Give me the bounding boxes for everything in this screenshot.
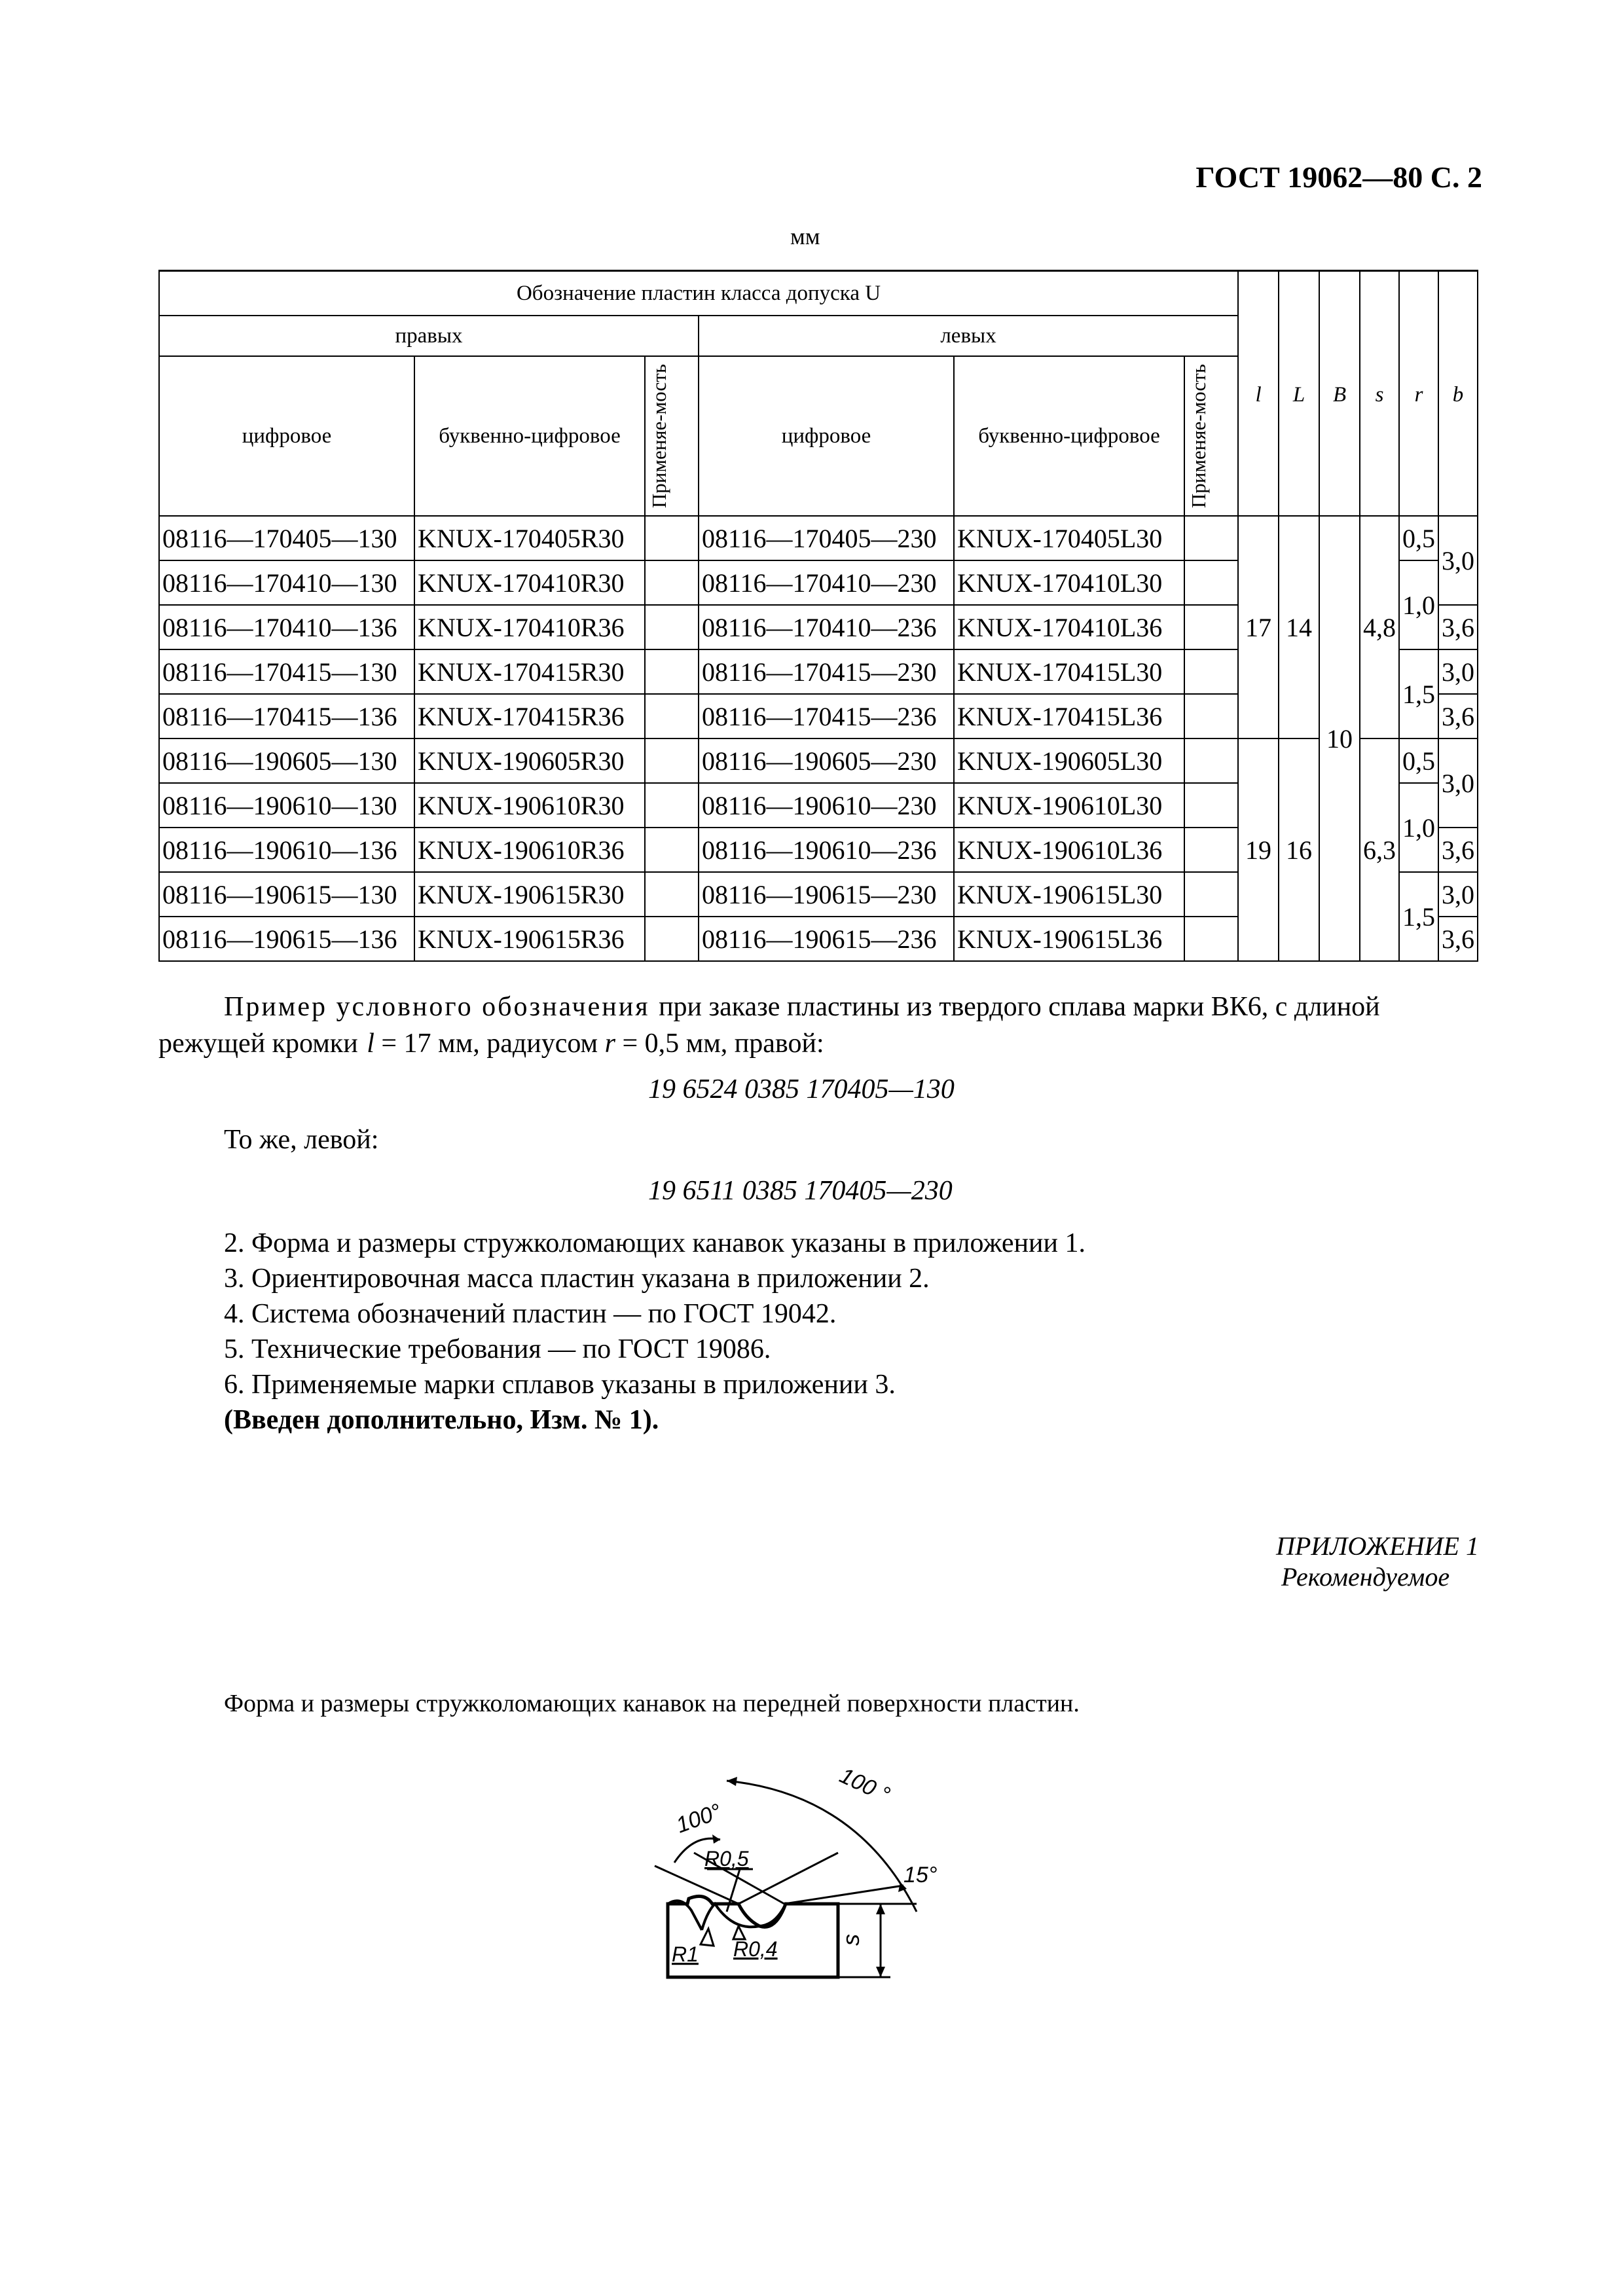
cell-left-alnum: KNUX-190615L36	[954, 917, 1184, 961]
label-angle-left: 100°	[672, 1798, 725, 1838]
table-row	[159, 516, 1478, 560]
col-l: l	[1238, 271, 1279, 517]
cell-left-applic	[1184, 872, 1238, 917]
cell-B: 10	[1319, 516, 1360, 961]
angle-line	[784, 1886, 903, 1904]
label-angle-right: 100 °	[835, 1762, 894, 1808]
r-symbol: r	[604, 1029, 615, 1059]
cell-right-digital: 08116—190605—130	[159, 738, 414, 783]
cell-right-applic	[645, 738, 699, 783]
list-item: 6. Применяемые марки сплавов указаны в приложении 3.	[224, 1370, 896, 1400]
cell-right-digital: 08116—170415—130	[159, 649, 414, 694]
cell-b: 3,0	[1438, 738, 1478, 828]
cell-left-digital: 08116—190610—236	[699, 828, 954, 872]
cell-left-digital: 08116—170410—236	[699, 605, 954, 649]
appendix-title: ПРИЛОЖЕНИЕ 1	[1276, 1531, 1479, 1561]
page-header: ГОСТ 19062—80 С. 2	[1195, 160, 1482, 194]
col-B: B	[1319, 271, 1360, 517]
label-angle-small: 15°	[903, 1863, 938, 1887]
appendix-heading	[1276, 1531, 1479, 1592]
cell-r: 1,5	[1399, 872, 1438, 961]
cell-right-alnum: KNUX-190610R36	[414, 828, 645, 872]
designation-left: 19 6511 0385 170405—230	[648, 1176, 953, 1206]
cell-left-applic	[1184, 516, 1238, 560]
cell-left-applic	[1184, 828, 1238, 872]
list-item: 4. Система обозначений пластин — по ГОСТ 19042.	[224, 1299, 837, 1329]
l-symbol: l	[367, 1029, 374, 1059]
label-r05: R0,5	[704, 1847, 749, 1870]
cell-b: 3,0	[1438, 516, 1478, 605]
cell-right-digital: 08116—190610—130	[159, 783, 414, 828]
cell-b: 3,0	[1438, 649, 1478, 694]
cell-left-digital: 08116—190605—230	[699, 738, 954, 783]
col-r: r	[1399, 271, 1438, 517]
cell-right-digital: 08116—190610—136	[159, 828, 414, 872]
arrow-icon	[712, 1834, 720, 1844]
cell-left-applic	[1184, 738, 1238, 783]
cell-right-alnum: KNUX-190615R30	[414, 872, 645, 917]
cell-left-alnum: KNUX-190605L30	[954, 738, 1184, 783]
chip-groove-drawing	[642, 1755, 943, 2003]
table-row	[159, 738, 1478, 783]
r-value: = 0,5 мм, правой:	[615, 1029, 824, 1059]
cell-r: 1,0	[1399, 783, 1438, 872]
cell-right-digital: 08116—170405—130	[159, 516, 414, 560]
arrow-icon	[876, 1904, 885, 1914]
items-list	[224, 1226, 1085, 1438]
cell-right-applic	[645, 516, 699, 560]
appendix-subtitle: Рекомендуемое	[1281, 1562, 1450, 1592]
drawing-caption: Форма и размеры стружколомающих канавок на передней поверхности пластин.	[224, 1690, 1080, 1717]
cell-right-alnum: KNUX-170405R30	[414, 516, 645, 560]
col-b: b	[1438, 271, 1478, 517]
cell-left-alnum: KNUX-190610L30	[954, 783, 1184, 828]
cell-left-digital: 08116—170415—236	[699, 694, 954, 738]
cell-left-applic	[1184, 783, 1238, 828]
cell-right-alnum: KNUX-170410R30	[414, 560, 645, 605]
cell-right-alnum: KNUX-170415R30	[414, 649, 645, 694]
cell-right-digital: 08116—170410—130	[159, 560, 414, 605]
cell-left-applic	[1184, 605, 1238, 649]
cell-left-alnum: KNUX-170415L30	[954, 649, 1184, 694]
arrow-icon	[701, 1929, 714, 1946]
angle-line	[739, 1853, 838, 1904]
inserts-table	[158, 270, 1478, 962]
cell-right-applic	[645, 560, 699, 605]
right-inserts-header: правых	[159, 316, 699, 356]
cell-right-applic	[645, 872, 699, 917]
right-digital-header: цифровое	[159, 356, 414, 516]
cell-s-group2: 6,3	[1360, 738, 1399, 961]
cell-b: 3,6	[1438, 828, 1478, 872]
cell-right-applic	[645, 605, 699, 649]
cell-r: 1,5	[1399, 649, 1438, 738]
cell-left-digital: 08116—170405—230	[699, 516, 954, 560]
col-L: L	[1279, 271, 1319, 517]
cell-left-alnum: KNUX-170410L36	[954, 605, 1184, 649]
cell-right-applic	[645, 828, 699, 872]
left-alnum-header: буквенно-цифровое	[954, 356, 1184, 516]
cell-right-applic	[645, 783, 699, 828]
left-inserts-header: левых	[699, 316, 1238, 356]
label-s: s	[837, 1934, 864, 1946]
cell-left-digital: 08116—190615—230	[699, 872, 954, 917]
cell-right-digital: 08116—190615—130	[159, 872, 414, 917]
cell-left-digital: 08116—170410—230	[699, 560, 954, 605]
right-applicability-header: Применяе-мость	[645, 356, 699, 516]
amendment-note: (Введен дополнительно, Изм. № 1).	[224, 1405, 659, 1435]
example-text: при заказе пластины из твердого сплава марки ВК6, с длиной режущей кромки	[158, 992, 1380, 1059]
cell-b: 3,6	[1438, 694, 1478, 738]
cell-left-alnum: KNUX-170410L30	[954, 560, 1184, 605]
label-r04: R0,4	[733, 1937, 778, 1961]
cell-right-alnum: KNUX-190615R36	[414, 917, 645, 961]
cell-right-applic	[645, 694, 699, 738]
cell-b: 3,0	[1438, 872, 1478, 917]
list-item: 2. Форма и размеры стружколомающих канавок указаны в приложении 1.	[224, 1228, 1086, 1258]
cell-right-digital: 08116—170410—136	[159, 605, 414, 649]
cell-right-alnum: KNUX-190605R30	[414, 738, 645, 783]
cell-right-applic	[645, 649, 699, 694]
l-value: = 17 мм, радиусом	[374, 1029, 605, 1059]
cell-right-digital: 08116—170415—136	[159, 694, 414, 738]
cell-s-group1: 4,8	[1360, 516, 1399, 738]
cell-b: 3,6	[1438, 605, 1478, 649]
cell-r: 0,5	[1399, 516, 1438, 560]
cell-left-digital: 08116—170415—230	[699, 649, 954, 694]
group-title: Обозначение пластин класса допуска U	[159, 271, 1238, 316]
cell-b: 3,6	[1438, 917, 1478, 961]
cell-L-group1: 14	[1279, 516, 1319, 738]
cell-right-digital: 08116—190615—136	[159, 917, 414, 961]
cell-l-group1: 17	[1238, 516, 1279, 738]
cell-right-applic	[645, 917, 699, 961]
cell-left-alnum: KNUX-190615L30	[954, 872, 1184, 917]
cell-left-applic	[1184, 694, 1238, 738]
example-paragraph	[158, 989, 1478, 1062]
cell-left-alnum: KNUX-190610L36	[954, 828, 1184, 872]
left-applicability-header: Применяе-мость	[1184, 356, 1238, 516]
list-item: 3. Ориентировочная масса пластин указана в приложении 2.	[224, 1264, 930, 1294]
left-digital-header: цифровое	[699, 356, 954, 516]
cell-l-group2: 19	[1238, 738, 1279, 961]
angle-arc	[727, 1781, 917, 1912]
col-s: s	[1360, 271, 1399, 517]
cell-left-digital: 08116—190615—236	[699, 917, 954, 961]
cell-right-alnum: KNUX-170410R36	[414, 605, 645, 649]
cell-left-applic	[1184, 649, 1238, 694]
cell-left-digital: 08116—190610—230	[699, 783, 954, 828]
cell-left-applic	[1184, 560, 1238, 605]
right-alnum-header: буквенно-цифровое	[414, 356, 645, 516]
cell-r: 0,5	[1399, 738, 1438, 783]
cell-r: 1,0	[1399, 560, 1438, 649]
list-item: 5. Технические требования — по ГОСТ 19086.	[224, 1334, 771, 1364]
cell-left-alnum: KNUX-170405L30	[954, 516, 1184, 560]
cell-right-alnum: KNUX-190610R30	[414, 783, 645, 828]
cell-L-group2: 16	[1279, 738, 1319, 961]
arrow-icon	[727, 1777, 737, 1786]
cell-left-alnum: KNUX-170415L36	[954, 694, 1184, 738]
label-r1: R1	[672, 1942, 699, 1966]
unit-label: мм	[790, 223, 820, 249]
example-lead: Пример условного обозначения	[224, 992, 650, 1022]
cell-right-alnum: KNUX-170415R36	[414, 694, 645, 738]
same-left-label: То же, левой:	[224, 1125, 379, 1155]
cell-left-applic	[1184, 917, 1238, 961]
arrow-icon	[876, 1967, 885, 1977]
designation-right: 19 6524 0385 170405—130	[648, 1074, 955, 1104]
